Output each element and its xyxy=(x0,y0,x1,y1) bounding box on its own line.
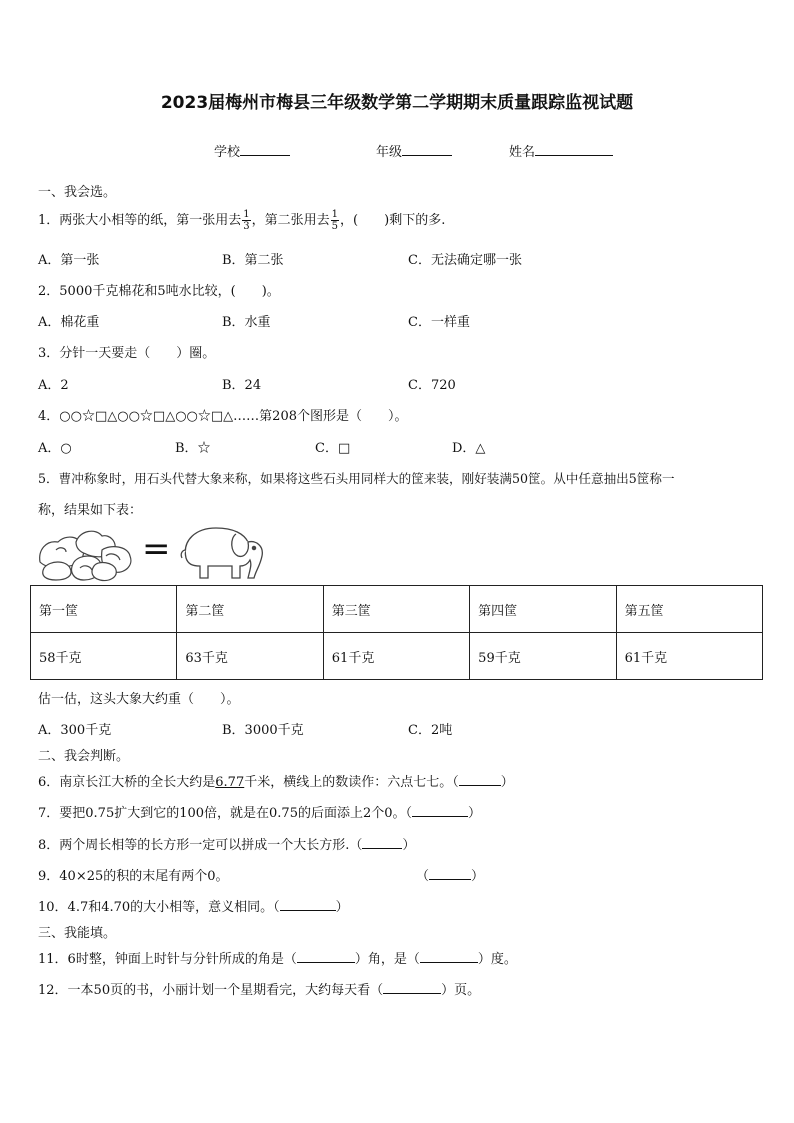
q3-option-b: B．24 xyxy=(222,378,262,393)
section-heading-3: 三、我能填。 xyxy=(38,926,117,941)
question-4: 4．○○☆□△○○☆□△○○☆□△……第208个图形是（ ）。 xyxy=(38,409,408,424)
q1-option-c: C．无法确定哪一张 xyxy=(408,253,522,268)
question-9-blank: （ ） xyxy=(416,869,485,884)
q2-option-a: A．棉花重 xyxy=(38,315,100,330)
table-cell: 61千克 xyxy=(323,633,469,680)
table-cell: 第二筐 xyxy=(177,586,323,633)
q4-option-c: C．□ xyxy=(315,441,351,456)
q1-option-a: A．第一张 xyxy=(38,253,100,268)
q4-option-d: D．△ xyxy=(452,441,486,456)
table-cell: 第五筐 xyxy=(616,586,762,633)
q5-option-b: B．3000千克 xyxy=(222,723,304,738)
question-1: 1．两张大小相等的纸，第一张用去 $\frac{1}{3}$ ，第二张用去 $\frac{1}{5}$ ，( )剩下的多. xyxy=(38,209,446,232)
section-heading-2: 二、我会判断。 xyxy=(38,749,130,764)
page-title: 2023届梅州市梅县三年级数学第二学期期末质量跟踪监视试题 xyxy=(160,93,634,113)
q5-option-c: C．2吨 xyxy=(408,723,453,738)
question-5-line-1: 5．曹冲称象时，用石头代替大象来称，如果将这些石头用同样大的筐来装，刚好装满50筐。从中任意抽出5筐称一 xyxy=(38,471,675,486)
question-3: 3．分针一天要走（ ）圈。 xyxy=(38,346,216,361)
question-2: 2．5000千克棉花和5吨水比较，( )。 xyxy=(38,284,280,299)
q4-option-a: A．○ xyxy=(38,441,72,456)
stones-illustration xyxy=(36,522,136,582)
table-cell: 第三筐 xyxy=(323,586,469,633)
table-cell: 59千克 xyxy=(470,633,616,680)
grade-field: 年级 xyxy=(376,141,452,160)
q3-option-c: C．720 xyxy=(408,378,456,393)
school-field: 学校 xyxy=(214,141,290,160)
q4-option-b: B．☆ xyxy=(175,441,211,456)
fraction-one-fifth: $\frac{1}{5}$ xyxy=(331,209,339,232)
q3-option-a: A．2 xyxy=(38,378,69,393)
q2-option-b: B．水重 xyxy=(222,315,271,330)
equals-sign: = xyxy=(142,529,171,569)
q1-option-b: B．第二张 xyxy=(222,253,284,268)
question-7: 7．要把0.75扩大到它的100倍，就是在0.75的后面添上2个0。（ ） xyxy=(38,806,482,821)
table-row xyxy=(31,586,763,633)
q5-option-a: A．300千克 xyxy=(38,723,112,738)
question-5-line-2: 称，结果如下表： xyxy=(38,503,143,518)
q2-option-c: C．一样重 xyxy=(408,315,470,330)
table-cell: 第四筐 xyxy=(470,586,616,633)
question-10: 10．4.7和4.70的大小相等，意义相同。（ ） xyxy=(38,900,349,915)
question-5-ask: 估一估，这头大象大约重（ ）。 xyxy=(38,692,240,707)
question-9: 9．40×25的积的末尾有两个0。 xyxy=(38,869,229,884)
elephant-illustration xyxy=(178,520,268,582)
name-field: 姓名 xyxy=(509,141,613,160)
question-8: 8．两个周长相等的长方形一定可以拼成一个大长方形.（ ） xyxy=(38,838,416,853)
fraction-one-third: $\frac{1}{3}$ xyxy=(243,209,250,232)
table-cell: 58千克 xyxy=(31,633,177,680)
question-11: 11．6时整，钟面上时针与分针所成的角是（ ）角，是（ ）度。 xyxy=(38,952,517,967)
table-cell: 63千克 xyxy=(177,633,323,680)
weights-table xyxy=(30,585,763,680)
section-heading-1: 一、我会选。 xyxy=(38,185,117,200)
table-row xyxy=(31,633,763,680)
question-6: 6．南京长江大桥的全长大约是6.77千米，横线上的数读作：六点七七。（ ） xyxy=(38,775,514,790)
table-cell: 第一筐 xyxy=(31,586,177,633)
question-12: 12．一本50页的书，小丽计划一个星期看完，大约每天看（ ）页。 xyxy=(38,983,481,998)
table-cell: 61千克 xyxy=(616,633,762,680)
